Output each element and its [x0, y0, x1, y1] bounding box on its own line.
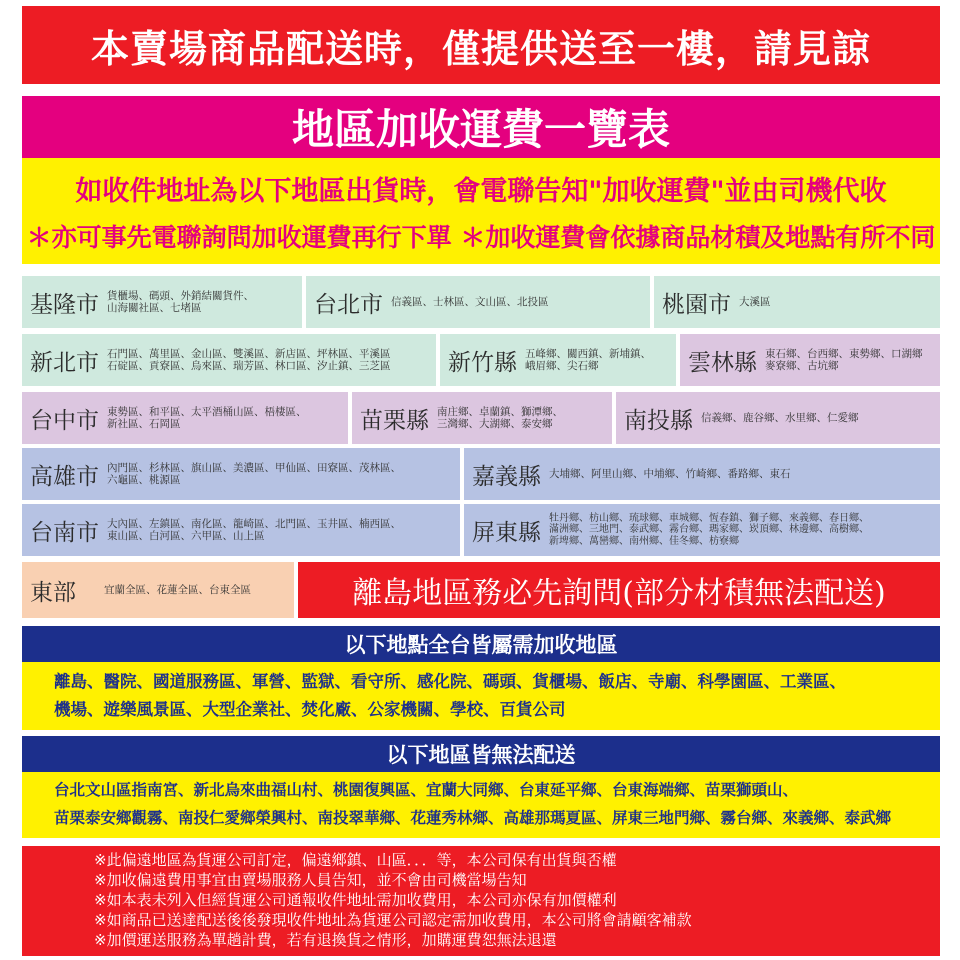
page-title-text: 地區加收運費一覽表 [291, 105, 670, 154]
surcharge-section-header [22, 626, 940, 662]
region-east [22, 562, 294, 618]
district-list: 五峰鄉、關西鎮、新埔鎮、 峨眉鄉、尖石鄉 [525, 348, 651, 372]
region-tainan [22, 504, 460, 556]
page-title [22, 96, 940, 158]
city-name: 台北市 [314, 291, 383, 318]
district-list: 東勢區、和平區、太平酒桶山區、梧棲區、 新社區、石岡區 [107, 406, 307, 430]
delivery-notice-text: 本賣場商品配送時，僅提供送至一樓，請見諒 [90, 26, 871, 71]
region-hsinchu [440, 334, 676, 386]
city-name: 台南市 [30, 519, 99, 546]
surcharge-line-1: 離島、醫院、國道服務區、軍營、監獄、看守所、感化院、碼頭、貨櫃場、飯店、寺廟、科學園區、工業區、 [54, 672, 846, 691]
city-name: 桃園市 [662, 291, 731, 318]
surcharge-section-title: 以下地點全台皆屬需加收地區 [344, 633, 618, 657]
district-list: 信義鄉、鹿谷鄉、水里鄉、仁愛鄉 [701, 412, 859, 424]
district-list: 東石鄉、台西鄉、東勢鄉、口湖鄉 麥寮鄉、古坑鄉 [765, 348, 923, 372]
region-yunlin [680, 334, 940, 386]
notes-panel [22, 846, 940, 956]
city-name: 苗栗縣 [360, 407, 429, 434]
district-list: 石門區、萬里區、金山區、雙溪區、新店區、坪林區、平溪區 石碇區、貢寮區、烏來區、瑞芳區、林口區、汐止鎮、三芝區 [107, 348, 391, 372]
city-name: 台中市 [30, 407, 99, 434]
district-list: 大內區、左鎮區、南化區、龍崎區、北門區、玉井區、楠西區、 東山區、白河區、六甲區、山上區 [107, 518, 401, 542]
region-new-taipei [22, 334, 436, 386]
city-name: 新北市 [30, 349, 99, 376]
region-taipei [306, 276, 650, 328]
intro-line-2: ＊亦可事先電聯詢問加收運費再行下單 ＊加收運費會依據商品材積及地點有所不同 [26, 223, 936, 252]
region-pingtung [464, 504, 940, 556]
no-delivery-line-1: 台北文山區指南宮、新北烏來曲福山村、桃園復興區、宜蘭大同鄉、台東延平鄉、台東海端鄉、苗栗獅頭山、 [54, 781, 799, 799]
no-delivery-locations [22, 772, 940, 838]
note-item: ※如本表未列入但經貨運公司通報收件地址需加收費用，本公司亦保有加價權利 [94, 891, 617, 909]
note-item: ※加價運送服務為單趟計費，若有退換貨之情形，加購運費恕無法退還 [94, 931, 557, 949]
district-list: 宜蘭全區、花蓮全區、台東全區 [104, 584, 251, 596]
city-name: 基隆市 [30, 291, 99, 318]
district-list: 南庄鄉、卓蘭鎮、獅潭鄉、 三灣鄉、大湖鄉、泰安鄉 [437, 406, 563, 430]
district-list: 大溪區 [739, 296, 771, 308]
region-keelung [22, 276, 302, 328]
no-delivery-line-2: 苗栗泰安鄉觀霧、南投仁愛鄉榮興村、南投翠華鄉、花蓮秀林鄉、高雄那瑪夏區、屏東三地門鄉、霧台鄉、來義鄉、泰武鄉 [54, 809, 892, 827]
surcharge-line-2: 機場、遊樂風景區、大型企業社、焚化廠、公家機關、學校、百貨公司 [54, 700, 566, 719]
intro-line-1: 如收件地址為以下地區出貨時，會電聯告知"加收運費"並由司機代收 [75, 175, 887, 207]
district-list: 信義區、士林區、文山區、北投區 [391, 296, 549, 308]
city-name: 新竹縣 [448, 349, 517, 376]
outlying-islands-text: 離島地區務必先詢問(部分材積無法配送) [352, 576, 886, 611]
district-list: 貨櫃場、碼頭、外銷結關貨件、 山海關社區、七堵區 [107, 290, 254, 314]
note-item: ※此偏遠地區為貨運公司訂定，偏遠鄉鎮、山區．．．等，本公司保有出貨與否權 [94, 851, 617, 869]
surcharge-locations [22, 662, 940, 730]
city-name: 東部 [30, 579, 76, 606]
city-name: 高雄市 [30, 463, 99, 490]
region-nantou [616, 392, 940, 444]
city-name: 雲林縣 [688, 349, 757, 376]
district-list: 內門區、杉林區、旗山區、美濃區、甲仙區、田寮區、茂林區、 六龜區、桃源區 [107, 462, 401, 486]
no-delivery-section-title: 以下地區皆無法配送 [386, 743, 576, 767]
note-item: ※如商品已送達配送後後發現收件地址為貨運公司認定需加收費用，本公司將會請顧客補款 [94, 911, 692, 929]
region-taichung [22, 392, 348, 444]
region-miaoli [352, 392, 612, 444]
region-chiayi [464, 448, 940, 500]
region-kaohsiung [22, 448, 460, 500]
no-delivery-section-header [22, 736, 940, 772]
delivery-notice-banner [22, 6, 940, 84]
city-name: 嘉義縣 [472, 463, 541, 490]
city-name: 南投縣 [624, 407, 693, 434]
district-list: 大埔鄉、阿里山鄉、中埔鄉、竹崎鄉、番路鄉、東石 [549, 468, 791, 480]
city-name: 屏東縣 [472, 519, 541, 546]
region-taoyuan [654, 276, 940, 328]
outlying-islands-notice [298, 562, 940, 618]
note-item: ※加收偏遠費用事宜由賣場服務人員告知，並不會由司機當場告知 [94, 871, 527, 889]
district-list: 牡丹鄉、枋山鄉、琉球鄉、車城鄉、恆春鎮、獅子鄉、來義鄉、春日鄉、 滿洲鄉、三地門、泰武鄉、霧台鄉、瑪家鄉、崁頂鄉、林邊鄉、高樹鄉、 新埤鄉、萬巒鄉、南州鄉、佳冬鄉、枋寮鄉 [549, 512, 869, 547]
